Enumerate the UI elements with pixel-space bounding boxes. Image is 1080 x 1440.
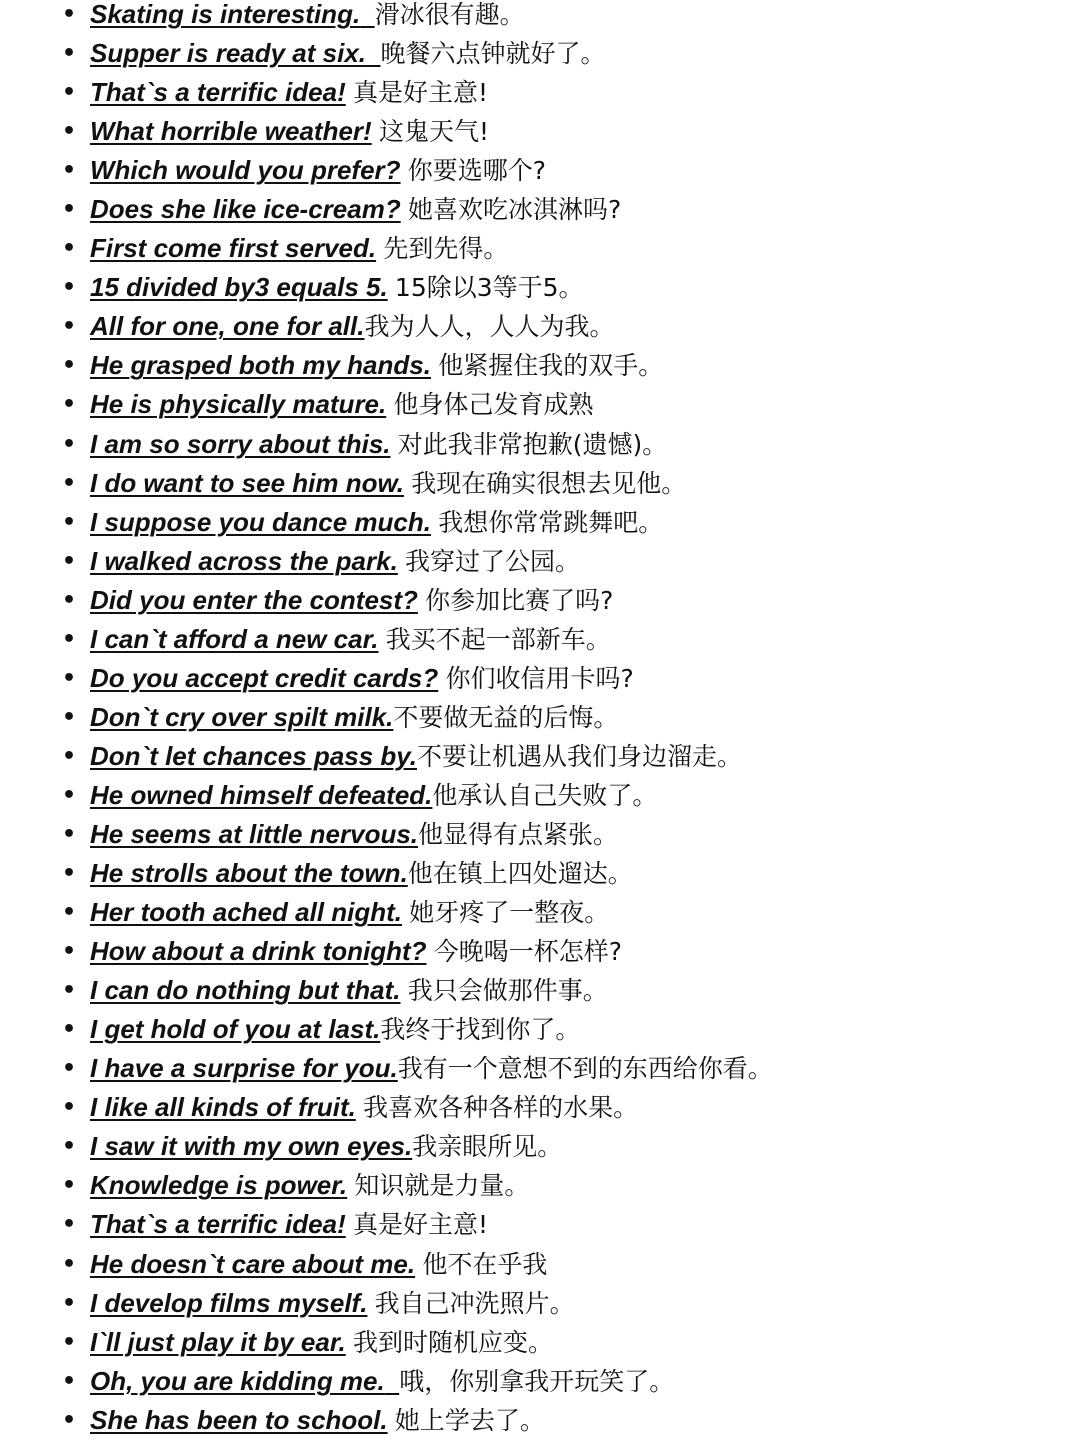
chinese-translation: 知识就是力量。 xyxy=(354,1171,530,1201)
english-sentence: Do you accept credit cards? xyxy=(90,662,439,693)
list-item xyxy=(0,698,1080,737)
chinese-translation: 她上学去了。 xyxy=(394,1405,545,1435)
bullet-icon: • xyxy=(62,743,77,769)
bullet-icon: • xyxy=(62,1290,77,1316)
chinese-translation: 我买不起一部新车。 xyxy=(385,624,611,654)
english-sentence: That`s a terrific idea! xyxy=(90,77,346,108)
chinese-translation: 我喜欢各种各样的水果。 xyxy=(363,1093,639,1123)
english-sentence: I walked across the park. xyxy=(90,545,398,576)
bullet-icon: • xyxy=(62,1329,77,1355)
chinese-translation: 真是好主意! xyxy=(352,78,488,108)
chinese-translation: 今晚喝一杯怎样? xyxy=(433,937,623,967)
english-sentence: First come first served. xyxy=(90,233,377,264)
english-sentence: Supper is ready at six. xyxy=(90,38,367,69)
chinese-translation: 哦，你别拿我开玩笑了。 xyxy=(399,1366,675,1396)
chinese-translation: 他不在乎我 xyxy=(422,1249,548,1279)
underlined-gap xyxy=(346,77,353,107)
chinese-translation: 他身体己发育成熟 xyxy=(393,390,594,420)
list-item xyxy=(0,0,1080,34)
english-sentence: Don`t cry over spilt milk. xyxy=(90,701,394,732)
underlined-gap xyxy=(388,272,395,302)
english-sentence: I develop films myself. xyxy=(90,1287,368,1318)
list-item xyxy=(0,1205,1080,1244)
list-item xyxy=(0,268,1080,307)
list-item xyxy=(0,854,1080,893)
chinese-translation: 我为人人，人人为我。 xyxy=(364,312,615,342)
underlined-gap xyxy=(388,1405,395,1435)
list-item xyxy=(0,1401,1080,1440)
chinese-translation: 这鬼天气! xyxy=(378,117,489,147)
list-item xyxy=(0,1284,1080,1323)
underlined-gap xyxy=(401,194,408,224)
chinese-translation: 我只会做那件事。 xyxy=(407,976,608,1006)
bullet-icon: • xyxy=(62,1173,77,1199)
chinese-translation: 我自己冲洗照片。 xyxy=(374,1288,575,1318)
bullet-icon: • xyxy=(62,41,77,67)
english-sentence: I am so sorry about this. xyxy=(90,428,391,459)
list-item xyxy=(0,776,1080,815)
list-item xyxy=(0,971,1080,1010)
list-item xyxy=(0,1010,1080,1049)
list-item xyxy=(0,190,1080,229)
chinese-translation: 你们收信用卡吗? xyxy=(445,663,634,693)
english-sentence: What horrible weather! xyxy=(90,116,372,147)
bullet-icon: • xyxy=(62,821,77,847)
chinese-translation: 不要让机遇从我们身边溜走。 xyxy=(417,741,743,771)
bullet-icon: • xyxy=(62,1134,77,1160)
list-item xyxy=(0,1127,1080,1166)
list-item xyxy=(0,1088,1080,1127)
underlined-gap xyxy=(427,936,434,966)
english-sentence: That`s a terrific idea! xyxy=(90,1209,346,1240)
chinese-translation: 滑冰很有趣。 xyxy=(374,0,525,29)
english-sentence: He grasped both my hands. xyxy=(90,350,431,381)
chinese-translation: 我穿过了公园。 xyxy=(405,546,581,576)
chinese-translation: 真是好主意! xyxy=(352,1210,488,1240)
english-sentence: All for one, one for all. xyxy=(90,311,365,342)
underlined-gap xyxy=(346,1327,353,1357)
underlined-gap xyxy=(346,1209,353,1239)
english-sentence: He doesn`t care about me. xyxy=(90,1248,416,1279)
english-sentence: I like all kinds of fruit. xyxy=(90,1092,356,1123)
bullet-icon: • xyxy=(62,2,77,27)
underlined-gap xyxy=(360,0,374,29)
list-item xyxy=(0,737,1080,776)
list-item xyxy=(0,73,1080,112)
chinese-translation: 我到时随机应变。 xyxy=(352,1327,553,1357)
bullet-icon: • xyxy=(62,1095,77,1121)
underlined-gap xyxy=(391,429,398,459)
list-item xyxy=(0,229,1080,268)
bullet-icon: • xyxy=(62,1407,77,1433)
bullet-icon: • xyxy=(62,626,77,652)
english-sentence: He is physically mature. xyxy=(90,389,387,420)
underlined-gap xyxy=(356,1092,363,1122)
list-item xyxy=(0,1323,1080,1362)
list-item xyxy=(0,346,1080,385)
chinese-translation: 他紧握住我的双手。 xyxy=(438,351,664,381)
chinese-translation: 他在镇上四处遛达。 xyxy=(407,859,633,889)
bullet-icon: • xyxy=(62,353,77,379)
list-item xyxy=(0,1049,1080,1088)
chinese-translation: 先到先得。 xyxy=(383,234,509,264)
list-item xyxy=(0,307,1080,346)
bullet-icon: • xyxy=(62,158,77,184)
underlined-gap xyxy=(366,38,380,68)
bullet-icon: • xyxy=(62,548,77,574)
english-sentence: I do want to see him now. xyxy=(90,467,404,498)
list-item xyxy=(0,620,1080,659)
english-sentence: How about a drink tonight? xyxy=(90,936,427,967)
bullet-icon: • xyxy=(62,1056,77,1082)
chinese-translation: 对此我非常抱歉(遗憾)。 xyxy=(397,429,668,459)
english-sentence: Does she like ice-cream? xyxy=(90,194,401,225)
bullet-icon: • xyxy=(62,509,77,535)
list-item xyxy=(0,425,1080,464)
bullet-icon: • xyxy=(62,1368,77,1394)
underlined-gap xyxy=(379,624,386,654)
bullet-icon: • xyxy=(62,80,77,106)
underlined-gap xyxy=(367,1288,374,1318)
list-item xyxy=(0,385,1080,424)
english-sentence: I can do nothing but that. xyxy=(90,975,401,1006)
bullet-icon: • xyxy=(62,470,77,496)
bullet-icon: • xyxy=(62,431,77,457)
underlined-gap xyxy=(398,546,405,576)
english-sentence: He seems at little nervous. xyxy=(90,818,419,849)
bullet-icon: • xyxy=(62,1212,77,1238)
chinese-translation: 我现在确实很想去见他。 xyxy=(411,468,687,498)
english-sentence: Don`t let chances pass by. xyxy=(90,740,418,771)
underlined-gap xyxy=(372,116,379,146)
chinese-translation: 我亲眼所见。 xyxy=(412,1132,563,1162)
english-sentence: He owned himself defeated. xyxy=(90,779,433,810)
english-sentence: Which would you prefer? xyxy=(90,155,401,186)
chinese-translation: 我有一个意想不到的东西给你看。 xyxy=(397,1054,773,1084)
english-sentence: 15 divided by3 equals 5. xyxy=(90,272,388,303)
chinese-translation: 15除以3等于5。 xyxy=(394,273,584,303)
list-item xyxy=(0,1166,1080,1205)
english-sentence: He strolls about the town. xyxy=(90,858,408,889)
bullet-icon: • xyxy=(62,275,77,301)
chinese-translation: 他承认自己失败了。 xyxy=(432,780,658,810)
bullet-icon: • xyxy=(62,939,77,965)
bullet-icon: • xyxy=(62,236,77,262)
list-item xyxy=(0,151,1080,190)
list-item xyxy=(0,542,1080,581)
list-item xyxy=(0,815,1080,854)
chinese-translation: 我想你常常跳舞吧。 xyxy=(438,507,664,537)
underlined-gap xyxy=(385,1366,399,1396)
bullet-icon: • xyxy=(62,587,77,613)
bullet-icon: • xyxy=(62,392,77,418)
bullet-icon: • xyxy=(62,119,77,145)
bullet-icon: • xyxy=(62,1251,77,1277)
bullet-icon: • xyxy=(62,665,77,691)
chinese-translation: 晚餐六点钟就好了。 xyxy=(380,39,606,69)
chinese-translation: 你参加比赛了吗? xyxy=(425,585,614,615)
list-item xyxy=(0,34,1080,73)
english-sentence: I have a surprise for you. xyxy=(90,1053,398,1084)
english-sentence: I`ll just play it by ear. xyxy=(90,1326,346,1357)
list-item xyxy=(0,503,1080,542)
chinese-translation: 他显得有点紧张。 xyxy=(418,819,619,849)
underlined-gap xyxy=(401,975,408,1005)
list-item xyxy=(0,112,1080,151)
english-sentence: I suppose you dance much. xyxy=(90,506,431,537)
bullet-icon: • xyxy=(62,900,77,926)
list-item xyxy=(0,1362,1080,1401)
english-sentence: Knowledge is power. xyxy=(90,1170,348,1201)
bullet-icon: • xyxy=(62,782,77,808)
chinese-translation: 我终于找到你了。 xyxy=(380,1015,581,1045)
english-sentence: Her tooth ached all night. xyxy=(90,897,403,928)
list-item xyxy=(0,893,1080,932)
list-item xyxy=(0,1245,1080,1284)
english-sentence: She has been to school. xyxy=(90,1404,388,1435)
english-sentence: Oh, you are kidding me. xyxy=(90,1365,385,1396)
underlined-gap xyxy=(401,155,408,185)
chinese-translation: 你要选哪个? xyxy=(407,156,547,186)
list-item xyxy=(0,464,1080,503)
english-sentence: Did you enter the contest? xyxy=(90,584,418,615)
chinese-translation: 她牙疼了一整夜。 xyxy=(409,898,610,928)
list-item xyxy=(0,932,1080,971)
bullet-icon: • xyxy=(62,197,77,223)
english-sentence: I saw it with my own eyes. xyxy=(90,1131,413,1162)
bullet-icon: • xyxy=(62,861,77,887)
bullet-icon: • xyxy=(62,314,77,340)
bullet-icon: • xyxy=(62,704,77,730)
chinese-translation: 她喜欢吃冰淇淋吗? xyxy=(407,195,622,225)
list-item xyxy=(0,659,1080,698)
list-item xyxy=(0,581,1080,620)
english-sentence: I get hold of you at last. xyxy=(90,1014,381,1045)
english-sentence: Skating is interesting. xyxy=(90,0,361,29)
english-sentence: I can`t afford a new car. xyxy=(90,623,379,654)
chinese-translation: 不要做无益的后悔。 xyxy=(393,702,619,732)
bullet-icon: • xyxy=(62,978,77,1004)
bullet-icon: • xyxy=(62,1017,77,1043)
